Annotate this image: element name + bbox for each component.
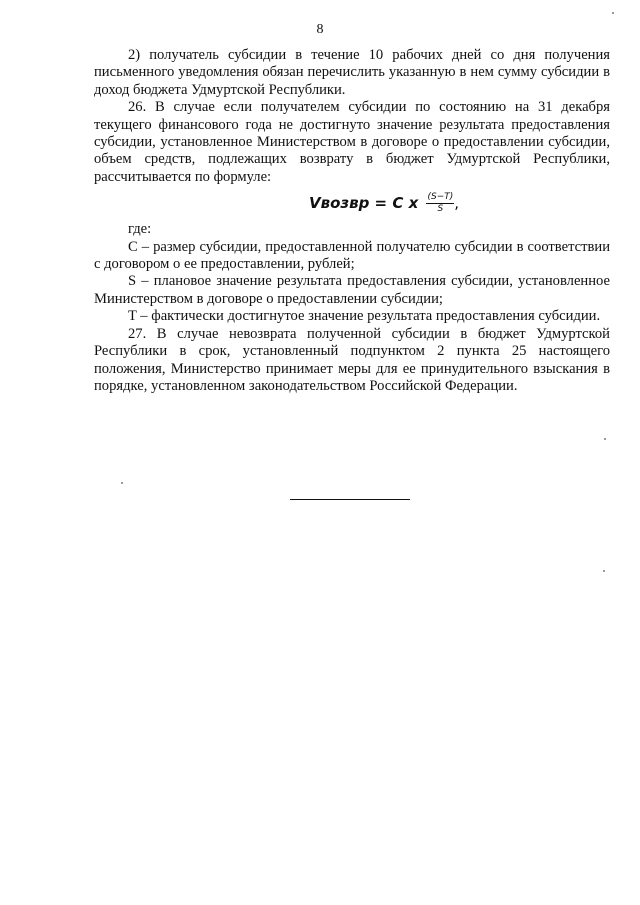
definition-s: S – плановое значение результата предоставления субсидии, установленное Министерством в договоре о предоставлении субсидии; xyxy=(94,273,610,307)
formula-lhs: Vвозвр xyxy=(308,194,370,213)
scan-speck xyxy=(612,12,614,14)
scan-speck xyxy=(603,570,605,572)
scan-speck xyxy=(121,482,123,484)
formula-fraction xyxy=(426,192,454,215)
formula-numerator: (S−T) xyxy=(427,192,454,203)
page-number: 8 xyxy=(316,22,324,37)
scan-speck xyxy=(604,438,606,440)
refund-formula xyxy=(158,192,610,215)
formula-denominator: S xyxy=(437,204,444,215)
formula-eq: = C x xyxy=(369,194,424,213)
where-label: где: xyxy=(128,221,152,238)
formula-suffix: , xyxy=(454,194,460,213)
definition-t: T – фактически достигнутое значение результата предоставления субсидии. xyxy=(128,308,601,325)
document-body xyxy=(94,47,610,395)
paragraph-26: 26. В случае если получателем субсидии по состоянию на 31 декабря текущего финансового года не достигнуто значение результата предоставления субсидии, установленное Министерством в договоре о предоставлении субсидии, объем средств, подлежащих возврату в бюджет Удмуртской Республики, рассчитывается по формуле: xyxy=(94,99,610,185)
paragraph-27: 27. В случае невозврата полученной субсидии в бюджет Удмуртской Республики в срок, установленный подпунктом 2 пункта 25 настоящего положения, Министерство принимает меры для ее принудительного взыскания в порядке, установленном законодательством Российской Федерации. xyxy=(94,325,610,394)
definition-c: C – размер субсидии, предоставленной получателю субсидии в соответствии с договором о ее предоставлении, рублей; xyxy=(94,238,610,273)
paragraph-25-2: 2) получатель субсидии в течение 10 рабочих дней со дня получения письменного уведомления обязан перечислить указанную в нем сумму субсидии в доход бюджета Удмуртской Республики. xyxy=(94,47,610,98)
end-divider xyxy=(290,499,410,500)
